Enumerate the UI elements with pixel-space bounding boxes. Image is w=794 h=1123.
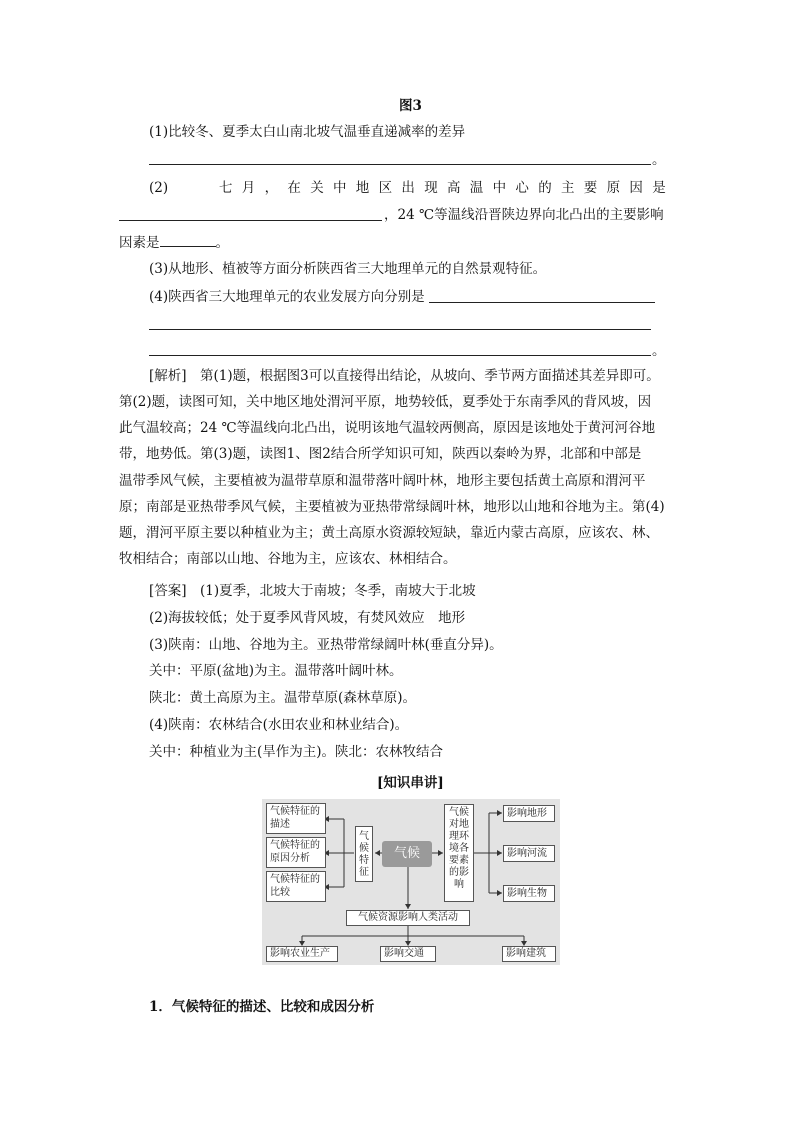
q4-period: 。 (652, 343, 666, 359)
diagram-center-climate: 气候 (382, 841, 432, 867)
q2-tail (119, 232, 229, 253)
answer-line: 关中：平原(盆地)为主。温带落叶阔叶林。 (149, 663, 403, 679)
diagram-climate-features: 气候特征 (355, 826, 373, 882)
analysis-line: [解析] 第(1)题，根据图3可以直接得出结论，从坡向、季节两方面描述其差异即可。 (149, 368, 660, 384)
answer-blank-q2a (119, 220, 382, 221)
analysis-line: 此气温较高；24 ℃等温线向北凸出，说明该地气温较两侧高，原因是该地处于黄河河谷地 (119, 420, 656, 436)
diagram-box-river: 影响河流 (503, 845, 555, 862)
diagram-box-describe: 气候特征的描述 (266, 803, 326, 834)
answer-line: (4)陕南：农林结合(水田农业和林业结合)。 (149, 717, 409, 733)
analysis-line: 温带季风气候，主要植被为温带草原和温带落叶阔叶林，地形主要包括黄土高原和渭河平 (119, 473, 646, 489)
q1-period: 。 (652, 152, 666, 168)
answer-line: (2)海拔较低；处于夏季风背风坡，有焚风效应 地形 (149, 610, 466, 626)
diagram-box-biology: 影响生物 (503, 885, 555, 902)
section-title: [知识串讲] (377, 775, 444, 791)
answer-line: 关中：种植业为主(旱作为主)。陕北：农林牧结合 (149, 744, 444, 760)
diagram-box-compare: 气候特征的比较 (266, 871, 326, 902)
figure-caption: 图3 (399, 98, 422, 114)
diagram-box-human-activity: 气候资源影响人类活动 (346, 910, 470, 926)
q2-text: 七月，在关中地区出现高温中心的主要原因是 (219, 180, 675, 196)
analysis-line: 牧相结合；南部以山地、谷地为主，应该农、林相结合。 (119, 551, 457, 567)
q2-number: (2) (149, 180, 169, 196)
answer-blank-q2b (160, 232, 216, 247)
answer-blank-q4a (429, 302, 655, 303)
question-1: (1)比较冬、夏季太白山南北坡气温垂直递减率的差异 (149, 124, 466, 140)
subheading: 1．气候特征的描述、比较和成因分析 (149, 999, 375, 1015)
diagram-box-landform: 影响地形 (503, 805, 555, 822)
analysis-line: 带，地势低。第(3)题，读图1、图2结合所学知识可知，陕西以秦岭为界，北部和中部是 (119, 446, 642, 462)
question-4: (4)陕西省三大地理单元的农业发展方向分别是 (149, 289, 425, 305)
answer-line: (3)陕南：山地、谷地为主。亚热带常绿阔叶林(垂直分异)。 (149, 637, 503, 653)
diagram-box-architecture: 影响建筑 (502, 946, 556, 962)
q2-tail-end: 。 (215, 235, 229, 251)
diagram-box-agriculture: 影响农业生产 (266, 946, 338, 962)
question-3: (3)从地形、植被等方面分析陕西省三大地理单元的自然景观特征。 (149, 261, 547, 277)
diagram-box-cause: 气候特征的原因分析 (266, 837, 326, 868)
q2-tail-label: 因素是 (119, 235, 160, 251)
concept-diagram (262, 799, 560, 965)
answer-line: 陕北：黄土高原为主。温带草原(森林草原)。 (149, 690, 417, 706)
answer-blank-q4c (149, 355, 651, 356)
diagram-climate-effects: 气候对地理环境各要素的影响 (444, 804, 474, 902)
analysis-line: 第(2)题，读图可知，关中地区地处渭河平原，地势较低，夏季处于东南季风的背风坡，因 (119, 394, 652, 410)
answer-blank-q4b (149, 329, 651, 330)
analysis-line: 题，渭河平原主要以种植业为主；黄土高原水资源较短缺，靠近内蒙古高原，应该农、林、 (119, 525, 659, 541)
analysis-line: 原；南部是亚热带季风气候，主要植被为亚热带常绿阔叶林，地形以山地和谷地为主。第(4) (119, 499, 665, 515)
q2-mid-text: ，24 ℃等温线沿晋陕边界向北凸出的主要影响 (384, 207, 664, 223)
question-2-line1 (149, 178, 675, 198)
answer-line: [答案] (1)夏季，北坡大于南坡；冬季，南坡大于北坡 (149, 583, 476, 599)
answer-blank-q1 (149, 164, 651, 165)
diagram-box-transport: 影响交通 (380, 946, 436, 962)
